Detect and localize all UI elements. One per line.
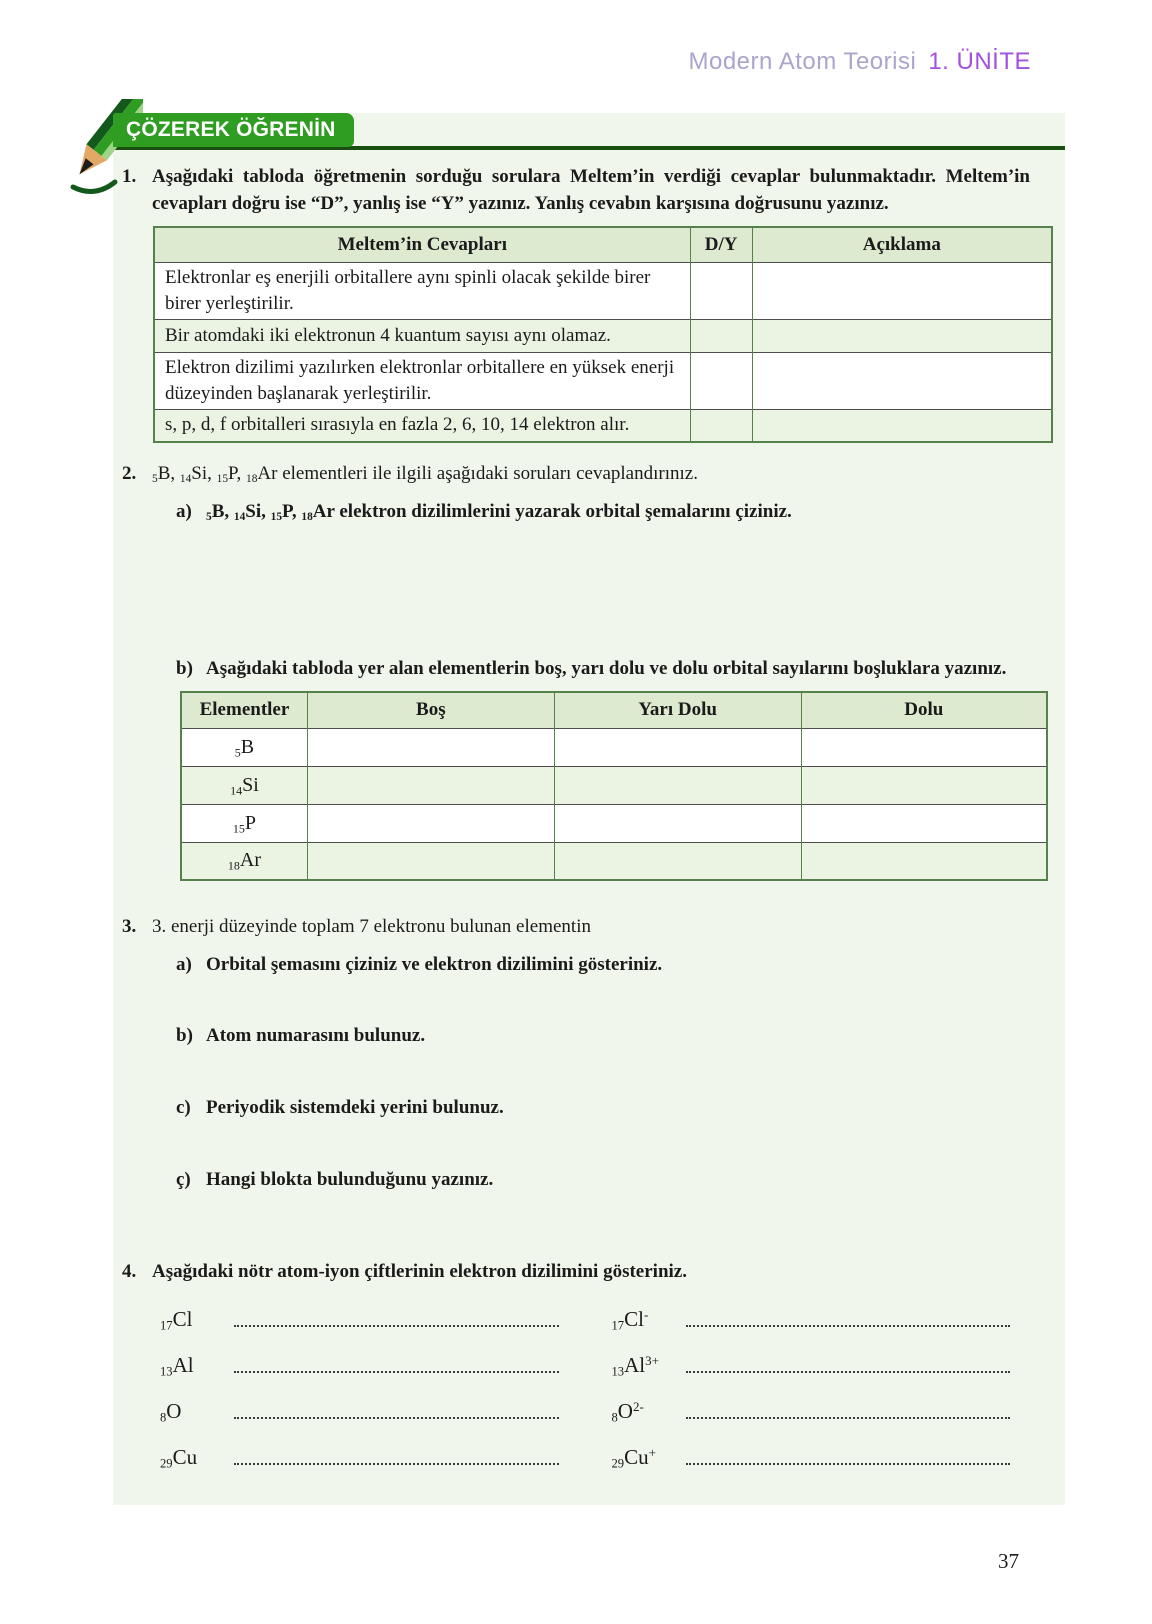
statement-cell: Bir atomdaki iki elektronun 4 kuantum sayısı aynı olamaz. (154, 319, 690, 352)
dy-answer-cell[interactable] (690, 352, 752, 409)
element-symbol: $_{17}$Cl (160, 1307, 193, 1333)
atom-entry (160, 1353, 559, 1378)
question-1-text: Aşağıdaki tabloda öğretmenin sorduğu sorulara Meltem’in verdiği cevaplar bulunmaktadır. Meltem’in cevapları doğru ise “D”, yanlış ise “Y” yazınız. Yanlış cevabın karşısına doğrusunu yazınız. (152, 166, 1030, 214)
section-title: Modern Atom Teorisi (688, 48, 917, 75)
activity-banner-title: ÇÖZEREK ÖĞRENİN (126, 118, 336, 141)
half-full-orbital-cell[interactable] (554, 842, 801, 880)
answer-line[interactable] (686, 1446, 1011, 1464)
workspace-area (113, 978, 1065, 1022)
element-symbol: $_{14}$Si, (233, 501, 271, 524)
banner-row (113, 113, 1065, 150)
element-symbol: $_{13}Al^{3+}$ (611, 1352, 659, 1379)
question-3d (176, 1166, 1065, 1193)
question-4-number: 4. (122, 1261, 137, 1282)
ion-pair-row (160, 1399, 1010, 1424)
full-orbital-cell[interactable] (801, 842, 1047, 880)
page-number: 37 (998, 1549, 1019, 1573)
workspace-area (113, 1049, 1065, 1094)
element-symbol: $_5$B, (206, 501, 234, 524)
meltem-answers-table (153, 226, 1053, 443)
element-symbol: $_8$O (160, 1399, 182, 1425)
ion-entry (612, 1307, 1011, 1332)
element-symbol: $_{29}$Cu+ (611, 1444, 656, 1471)
ion-pair-row (160, 1445, 1010, 1470)
table-row (181, 728, 1047, 766)
activity-banner (113, 113, 354, 147)
empty-orbital-cell[interactable] (307, 804, 554, 842)
element-cell: $_5$B (181, 728, 307, 766)
element-cell: $_{14}$Si (181, 766, 307, 804)
question-3 (113, 913, 1065, 1193)
dy-answer-cell[interactable] (690, 409, 752, 442)
column-header-elements: Elementler (181, 692, 307, 728)
ion-pair-row (160, 1353, 1010, 1378)
column-header-dy: D/Y (690, 227, 752, 262)
question-3c (176, 1094, 1065, 1121)
question-3-text: 3. enerji düzeyinde toplam 7 elektronu bulunan elementin (152, 916, 591, 937)
statement-cell: Elektron dizilimi yazılırken elektronlar orbitallere en yüksek enerji düzeyinden başlanarak yerleştirilir. (154, 352, 690, 409)
element-cell: $_{18}$Ar (181, 842, 307, 880)
table-header-row (181, 692, 1047, 728)
answer-line[interactable] (686, 1400, 1011, 1418)
full-orbital-cell[interactable] (801, 804, 1047, 842)
element-symbol: $_{13}$Al (160, 1353, 194, 1379)
element-symbol: $_{17}$Cl- (611, 1306, 649, 1333)
statement-cell: s, p, d, f orbitalleri sırasıyla en fazla 2, 6, 10, 14 elektron alır. (154, 409, 690, 442)
question-2 (113, 460, 1065, 881)
element-symbol: $_{14}$Si, (179, 463, 217, 486)
half-full-orbital-cell[interactable] (554, 804, 801, 842)
spacer (113, 1285, 1065, 1307)
explanation-answer-cell[interactable] (752, 352, 1052, 409)
column-header-full: Dolu (801, 692, 1047, 728)
dy-answer-cell[interactable] (690, 262, 752, 319)
statement-cell: Elektronlar eş enerjili orbitallere aynı spinli olacak şekilde birer birer yerleştirilir. (154, 262, 690, 319)
answer-line[interactable] (234, 1354, 559, 1372)
column-header-answers: Meltem’in Cevapları (154, 227, 690, 262)
activity-panel (113, 113, 1065, 1505)
table-row (181, 842, 1047, 880)
page-header (688, 48, 1031, 76)
element-symbol: $_8O^{2-}$ (611, 1398, 644, 1425)
question-3-number: 3. (122, 916, 137, 937)
answer-line[interactable] (686, 1354, 1011, 1372)
answer-line[interactable] (234, 1446, 559, 1464)
question-2a-text: $_5$B, $_{14}$Si, $_{15}$P, $_{18}$Ar elektron dizilimlerini yazarak orbital şemalarını çiziniz. (206, 501, 792, 524)
explanation-answer-cell[interactable] (752, 319, 1052, 352)
atom-entry (160, 1445, 559, 1470)
element-symbol: $_{15}$P, (270, 501, 302, 524)
empty-orbital-cell[interactable] (307, 842, 554, 880)
full-orbital-cell[interactable] (801, 728, 1047, 766)
question-2b (176, 655, 1065, 682)
table-row (154, 409, 1052, 442)
column-header-explanation: Açıklama (752, 227, 1052, 262)
table-row (154, 319, 1052, 352)
atom-entry (160, 1307, 559, 1332)
question-4-text: Aşağıdaki nötr atom-iyon çiftlerinin elektron dizilimini gösteriniz. (152, 1261, 687, 1282)
dy-answer-cell[interactable] (690, 319, 752, 352)
question-3a (176, 951, 1065, 978)
explanation-answer-cell[interactable] (752, 409, 1052, 442)
element-symbol: $_{18}$Ar (246, 463, 283, 486)
question-1 (113, 163, 1065, 443)
element-cell: $_{15}$P (181, 804, 307, 842)
table-row (181, 804, 1047, 842)
element-symbol: $_{29}$Cu (160, 1445, 198, 1471)
table-row (154, 352, 1052, 409)
explanation-answer-cell[interactable] (752, 262, 1052, 319)
question-3c-text: Periyodik sistemdeki yerini bulunuz. (206, 1097, 504, 1118)
part-label: c) (176, 1097, 191, 1118)
question-4 (113, 1258, 1065, 1470)
ion-entry (612, 1399, 1011, 1424)
part-label: a) (176, 501, 192, 522)
question-3b-text: Atom numarasını bulunuz. (206, 1025, 426, 1046)
part-label: b) (176, 658, 193, 679)
questions (113, 163, 1065, 1470)
question-3a-text: Orbital şemasını çiziniz ve elektron dizilimini gösteriniz. (206, 954, 663, 975)
table-row (181, 766, 1047, 804)
question-2-text: $_5$B, $_{14}$Si, $_{15}$P, $_{18}$Ar elementleri ile ilgili aşağıdaki soruları cevaplandırınız. (152, 463, 698, 486)
table-header-row (154, 227, 1052, 262)
empty-orbital-cell[interactable] (307, 728, 554, 766)
part-label: ç) (176, 1169, 191, 1190)
question-2-number: 2. (122, 463, 137, 484)
workspace-area (113, 525, 1065, 655)
unit-label: 1. ÜNİTE (928, 48, 1031, 75)
question-1-number: 1. (122, 166, 137, 187)
table-row (154, 262, 1052, 319)
answer-line[interactable] (234, 1308, 559, 1326)
question-3b (176, 1022, 1065, 1049)
full-orbital-cell[interactable] (801, 766, 1047, 804)
ion-pair-row (160, 1307, 1010, 1332)
element-symbol: $_{18}$Ar (301, 501, 340, 524)
question-2a (176, 498, 1065, 525)
element-symbol: $_5$B, (152, 463, 180, 486)
atom-entry (160, 1399, 559, 1424)
orbital-count-table (180, 691, 1048, 881)
workspace-area (113, 1121, 1065, 1166)
element-symbol: $_{15}$P, (216, 463, 246, 486)
empty-orbital-cell[interactable] (307, 766, 554, 804)
half-full-orbital-cell[interactable] (554, 728, 801, 766)
ion-entry (612, 1445, 1011, 1470)
question-2b-text: Aşağıdaki tabloda yer alan elementlerin boş, yarı dolu ve dolu orbital sayılarını boşluklara yazınız. (206, 658, 1007, 679)
answer-line[interactable] (686, 1308, 1011, 1326)
question-3d-text: Hangi blokta bulunduğunu yazınız. (206, 1169, 494, 1190)
half-full-orbital-cell[interactable] (554, 766, 801, 804)
column-header-half-full: Yarı Dolu (554, 692, 801, 728)
part-label: b) (176, 1025, 193, 1046)
column-header-empty: Boş (307, 692, 554, 728)
part-label: a) (176, 954, 192, 975)
ion-entry (612, 1353, 1011, 1378)
answer-line[interactable] (234, 1400, 559, 1418)
